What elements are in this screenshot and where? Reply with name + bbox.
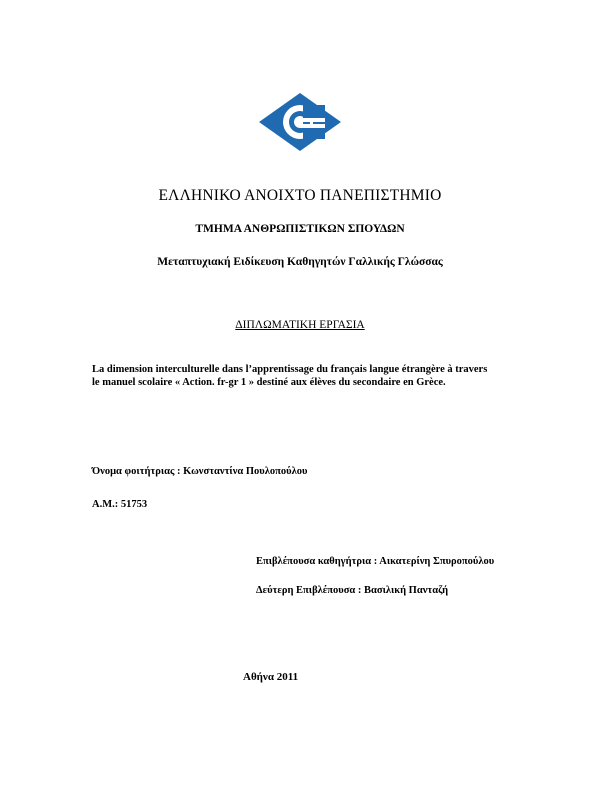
supervisor: Επιβλέπουσα καθηγήτρια : Αικατερίνη Σπυροπούλου bbox=[256, 556, 495, 567]
university-logo bbox=[258, 92, 342, 152]
department-name: ΤΜΗΜΑ ΑΝΘΡΩΠΙΣΤΙΚΩΝ ΣΠΟΥΔΩΝ bbox=[195, 223, 405, 235]
thesis-label: ΔΙΠΛΩΜΑΤΙΚΗ ΕΡΓΑΣΙΑ bbox=[235, 319, 365, 331]
university-name: ΕΛΛΗΝΙΚΟ ΑΝΟΙΧΤΟ ΠΑΝΕΠΙΣΤΗΜΙΟ bbox=[158, 187, 442, 204]
student-id: Α.Μ.: 51753 bbox=[92, 499, 148, 510]
thesis-title-line: La dimension interculturelle dans l’apprentissage du français langue étrangère à travers bbox=[92, 364, 488, 375]
second-supervisor: Δεύτερη Επιβλέπουσα : Βασιλική Πανταζή bbox=[256, 585, 449, 596]
specialization-name: Μεταπτυχιακή Ειδίκευση Καθηγητών Γαλλικής Γλώσσας bbox=[157, 256, 443, 268]
thesis-title-line: le manuel scolaire « Action. fr-gr 1 » destiné aux élèves du secondaire en Grèce. bbox=[92, 377, 446, 388]
thesis-title bbox=[92, 363, 522, 389]
student-name: Όνομα φοιτήτριας : Κωνσταντίνα Πουλοπούλου bbox=[92, 466, 308, 477]
place-date: Αθήνα 2011 bbox=[243, 671, 299, 683]
